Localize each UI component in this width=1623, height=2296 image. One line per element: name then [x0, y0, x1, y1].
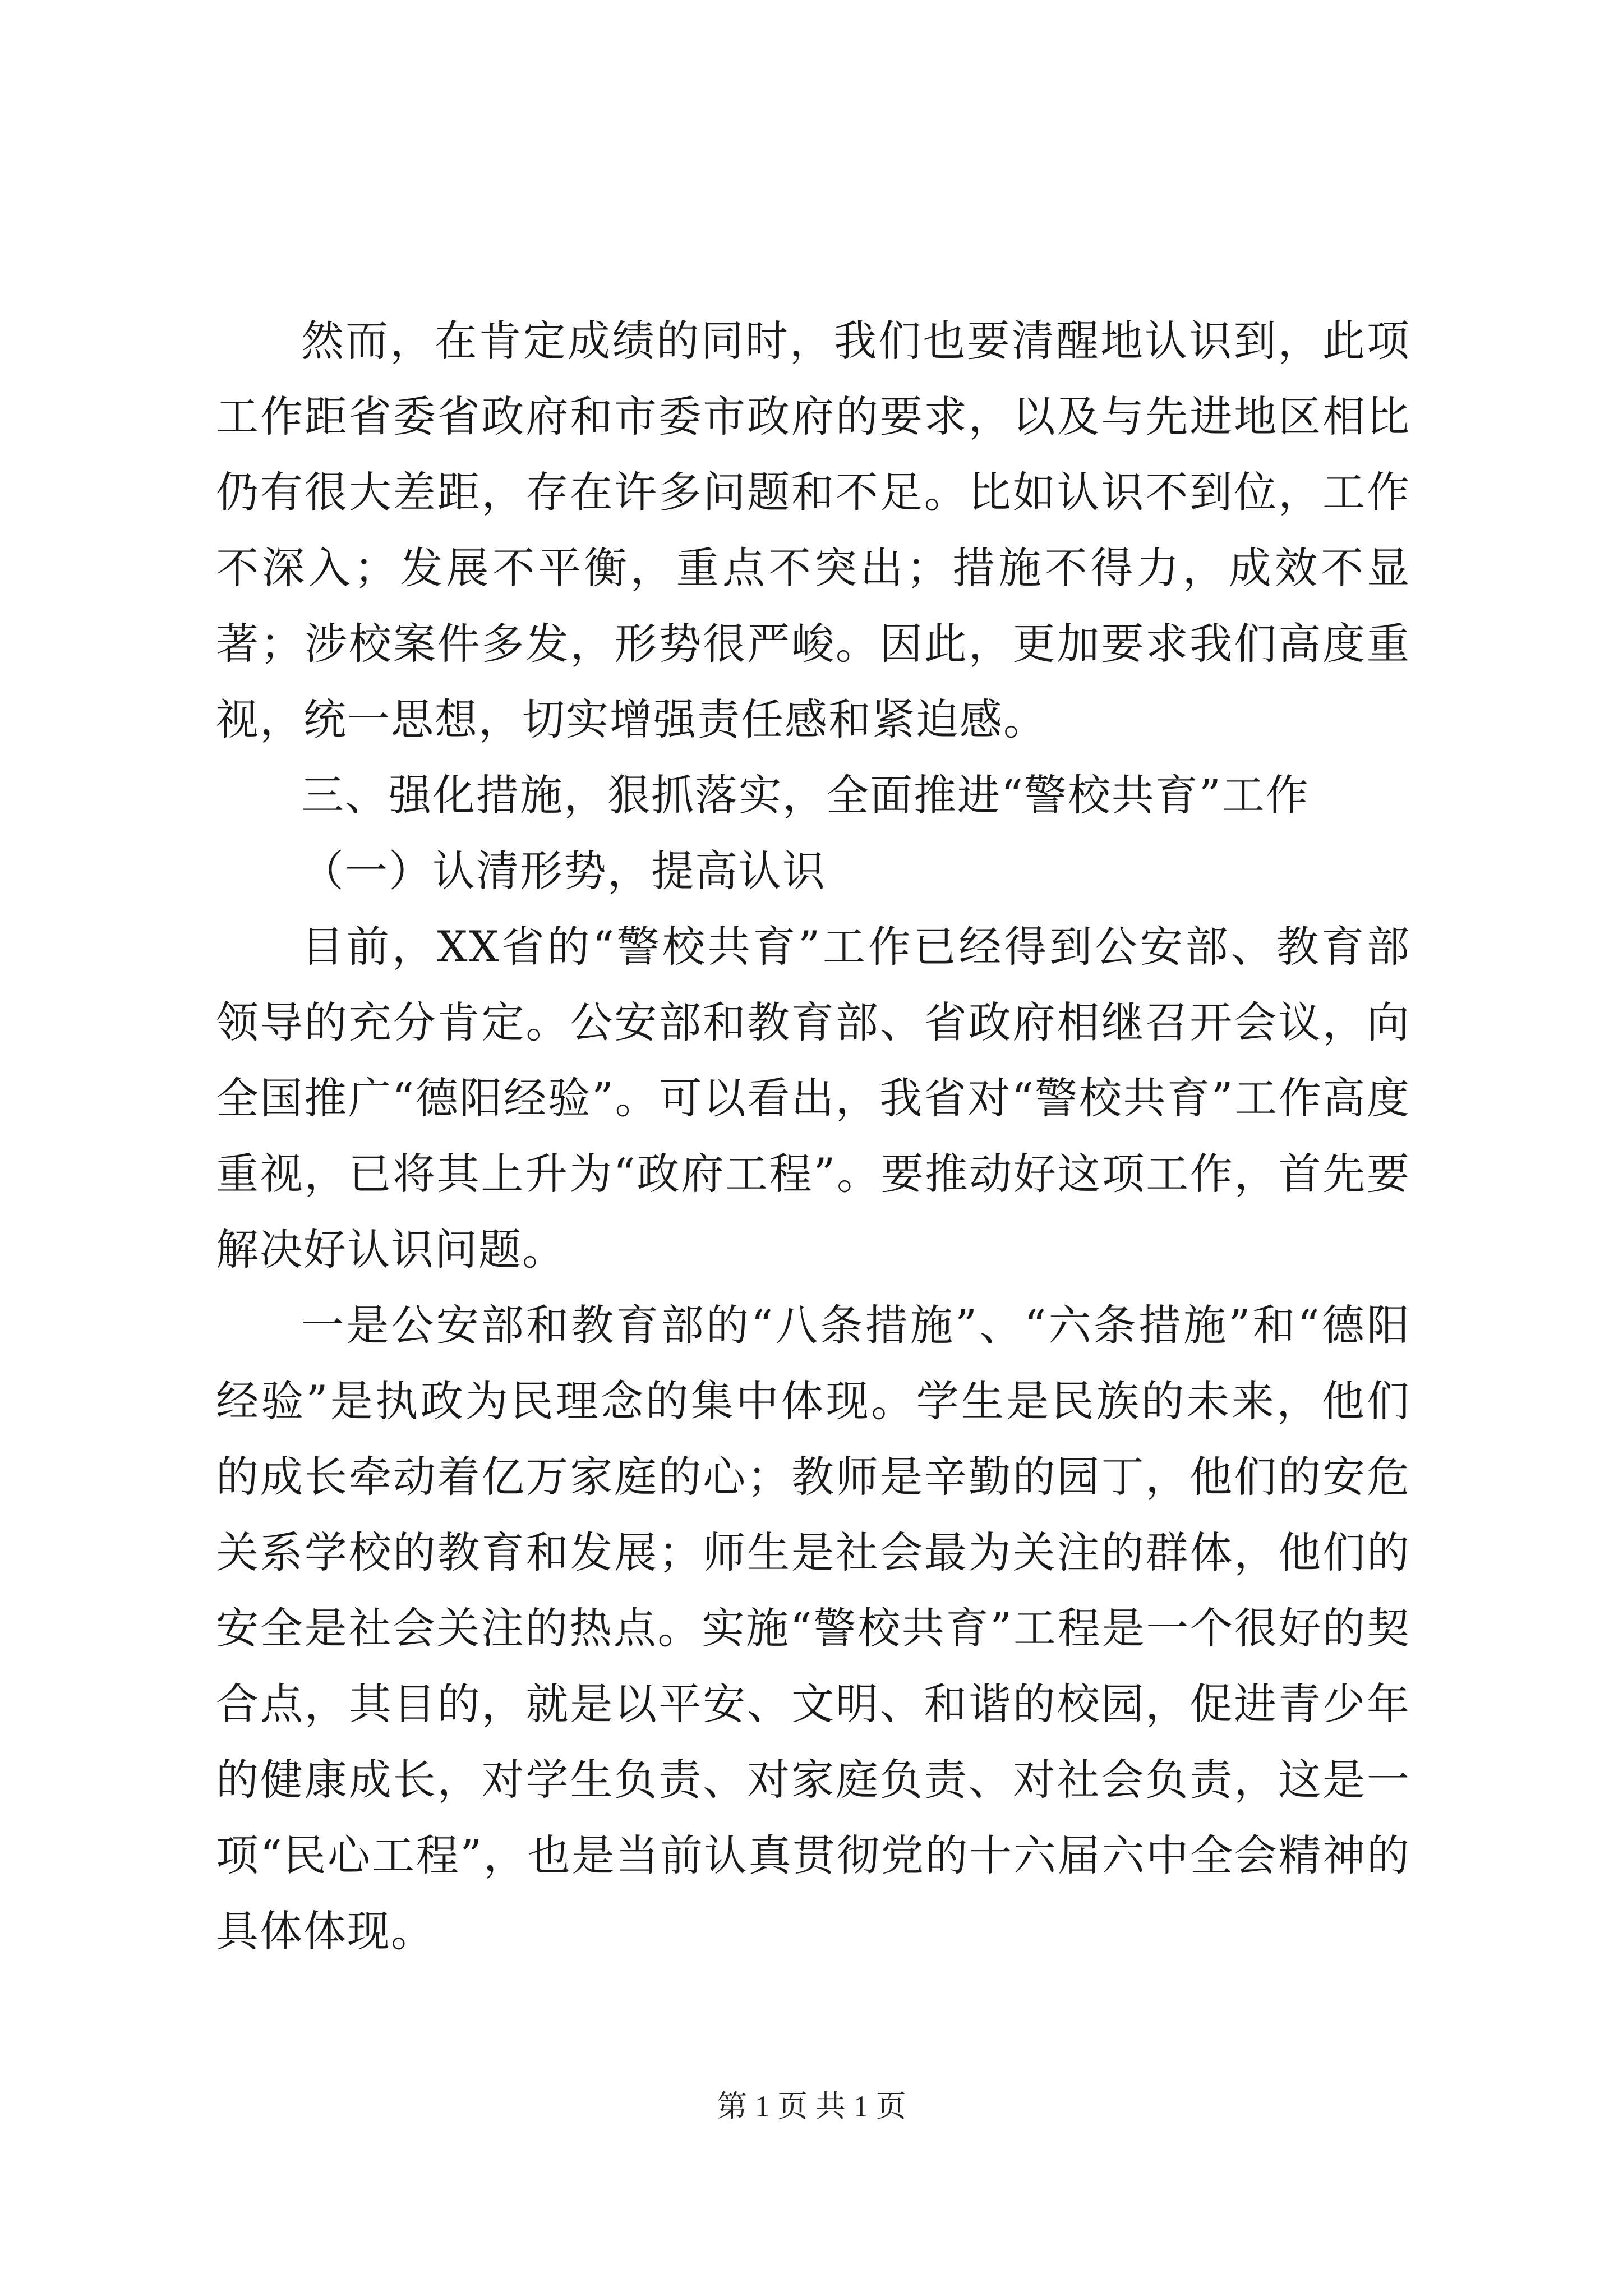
- page-footer: 第 1 页 共 1 页: [717, 2090, 906, 2123]
- document-body: [216, 303, 1410, 1969]
- paragraph-achievements-gap: 然而，在肯定成绩的同时，我们也要清醒地认识到，此项工作距省委省政府和市委市政府的要求，以及与先进地区相比仍有很大差距，存在许多问题和不足。比如认识不到位，工作不深入；发展不平衡，重点不突出；措施不得力，成效不显著；涉校案件多发，形势很严峻。因此，更加要求我们高度重视，统一思想，切实增强责任感和紧迫感。: [216, 316, 1410, 744]
- paragraph-first-point: 一是公安部和教育部的“八条措施”、“六条措施”和“德阳经验”是执政为民理念的集中体现。学生是民族的未来，他们的成长牵动着亿万家庭的心；教师是辛勤的园丁，他们的安危关系学校的教育和发展；师生是社会最为关注的群体，他们的安全是社会关注的热点。实施“警校共育”工程是一个很好的契合点，其目的，就是以平安、文明、和谐的校园，促进青少年的健康成长，对学生负责、对家庭负责、对社会负责，这是一项“民心工程”，也是当前认真贯彻党的十六届六中全会精神的具体体现。: [216, 1300, 1410, 1956]
- paragraph-current-situation: 目前，XX省的“警校共育”工作已经得到公安部、教育部领导的充分肯定。公安部和教育部、省政府相继召开会议，向全国推广“德阳经验”。可以看出，我省对“警校共育”工作高度重视，已将其上升为“政府工程”。要推动好这项工作，首先要解决好认识问题。: [216, 922, 1410, 1274]
- section-heading-three: 三、强化措施，狠抓落实，全面推进“警校共育”工作: [301, 770, 1310, 820]
- subsection-heading-one: （一）认清形势，提高认识: [301, 846, 826, 896]
